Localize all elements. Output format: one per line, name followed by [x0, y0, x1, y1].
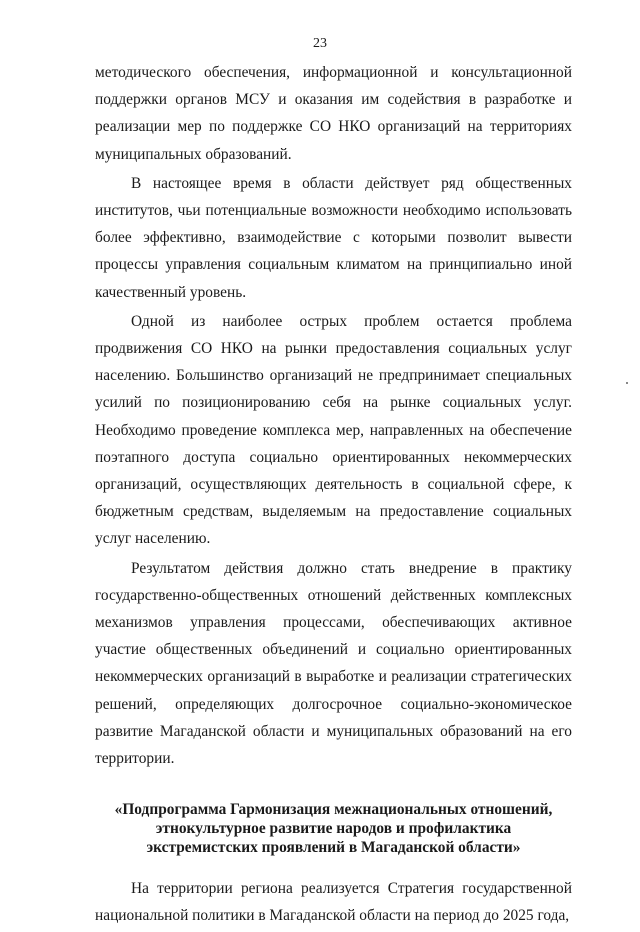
heading-line-1: «Подпрограмма Гармонизация межнациональных отношений,: [114, 801, 553, 819]
paragraph-final: На территории региона реализуется Стратегия государственной национальной политики в Магаданской области на период до 2025 года,: [95, 880, 572, 925]
heading-line-2: этнокультурное развитие народов и профилактика: [155, 820, 512, 838]
document-body: [95, 59, 572, 932]
paragraph-3: Одной из наиболее острых проблем остается проблема продвижения СО НКО на рынки предоставления социальных услуг населению. Большинство организаций не предпринимает специальных усилий по позиционированию себя на рынке социальных услуг. Необходимо проведение комплекса мер, направленных на обеспечение поэтапного доступа социально ориентированных некоммерческих организаций, осуществляющих деятельность в социальной сфере, к бюджетным средствам, выделяемым на предоставление социальных услуг населению.: [95, 312, 572, 548]
paragraph-1: методического обеспечения, информационной и консультационной поддержки органов МСУ и оказания им содействия в разработке и реализации мер по поддержке СО НКО организаций на территориях муниципальных образований.: [95, 64, 572, 163]
subprogram-heading: [95, 800, 572, 857]
page-number: 23: [313, 36, 327, 51]
scan-speck: [626, 382, 628, 384]
paragraph-2: В настоящее время в области действует ряд общественных институтов, чьи потенциальные возможности необходимо использовать более эффективно, взаимодействие с которыми позволит вывести процессы управления социальным климатом на принципиально иной качественный уровень.: [95, 174, 572, 301]
paragraph-4: Результатом действия должно стать внедрение в практику государственно-общественных отношений действенных комплексных механизмов управления процессами, обеспечивающих активное участие общественных объединений и социально ориентированных некоммерческих организаций в выработке и реализации стратегических решений, определяющих долгосрочное социально-экономическое развитие Магаданской области и муниципальных образований на его территории.: [95, 559, 572, 768]
heading-line-3: экстремистских проявлений в Магаданской области»: [146, 839, 521, 857]
